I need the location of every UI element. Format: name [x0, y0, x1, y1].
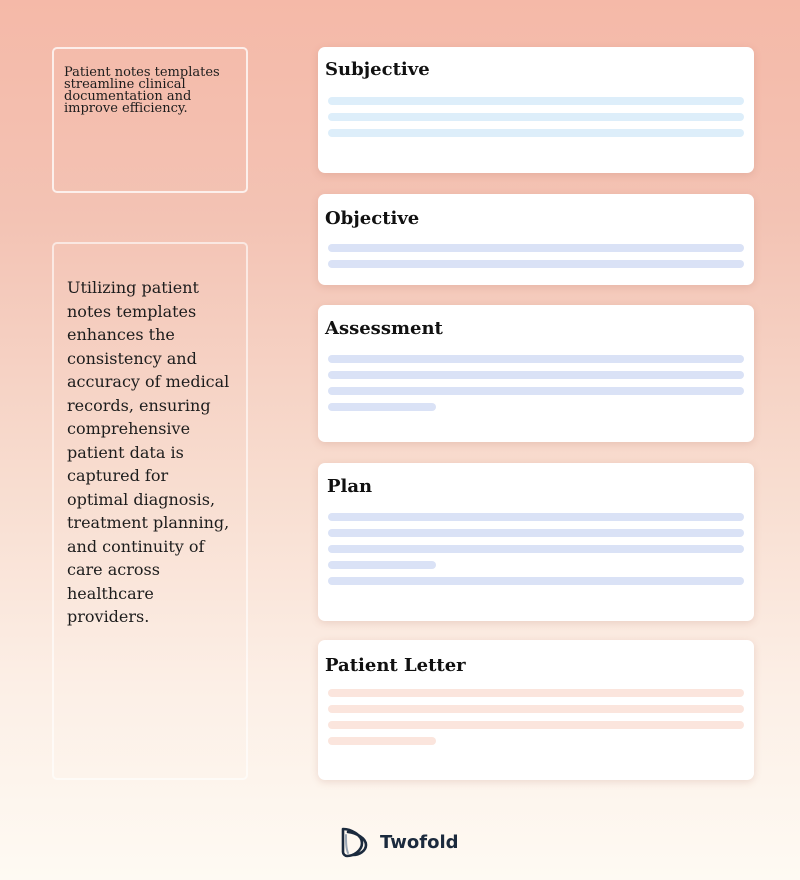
placeholder-line	[328, 577, 744, 585]
placeholder-line	[328, 737, 436, 745]
twofold-logo-icon	[339, 826, 371, 858]
section-card-plan	[318, 463, 754, 621]
twofold-logo	[339, 826, 459, 858]
placeholder-line	[328, 561, 436, 569]
section-title-objective: Objective	[325, 208, 420, 229]
brand-name: Twofold	[380, 831, 459, 853]
placeholder-line	[328, 545, 744, 553]
section-card-subjective	[318, 47, 754, 173]
placeholder-line	[328, 355, 744, 363]
benefits-note-text: Utilizing patient notes templates enhances the consistency and accuracy of medical records, ensuring comprehensive patient data is captured for optimal diagnosis, treatment planning, and continuity of care across healthcare providers.	[67, 278, 230, 626]
placeholder-line	[328, 513, 744, 521]
placeholder-line	[328, 403, 436, 411]
section-title-patient-letter: Patient Letter	[325, 655, 466, 676]
section-title-plan: Plan	[327, 476, 373, 497]
benefits-note-box	[52, 242, 248, 780]
placeholder-line	[328, 371, 744, 379]
placeholder-line	[328, 387, 744, 395]
section-card-assessment	[318, 305, 754, 442]
section-title-subjective: Subjective	[325, 59, 430, 80]
placeholder-line	[328, 97, 744, 105]
placeholder-line	[328, 705, 744, 713]
section-card-objective	[318, 194, 754, 285]
placeholder-line	[328, 113, 744, 121]
placeholder-line	[328, 244, 744, 252]
placeholder-line	[328, 129, 744, 137]
intro-note-box	[52, 47, 248, 193]
placeholder-line	[328, 721, 744, 729]
placeholder-line	[328, 689, 744, 697]
section-title-assessment: Assessment	[325, 318, 443, 339]
placeholder-line	[328, 260, 744, 268]
section-card-patient-letter	[318, 640, 754, 780]
placeholder-line	[328, 529, 744, 537]
intro-note-text: Patient notes templates streamline clinical documentation and improve efficiency.	[64, 65, 220, 116]
